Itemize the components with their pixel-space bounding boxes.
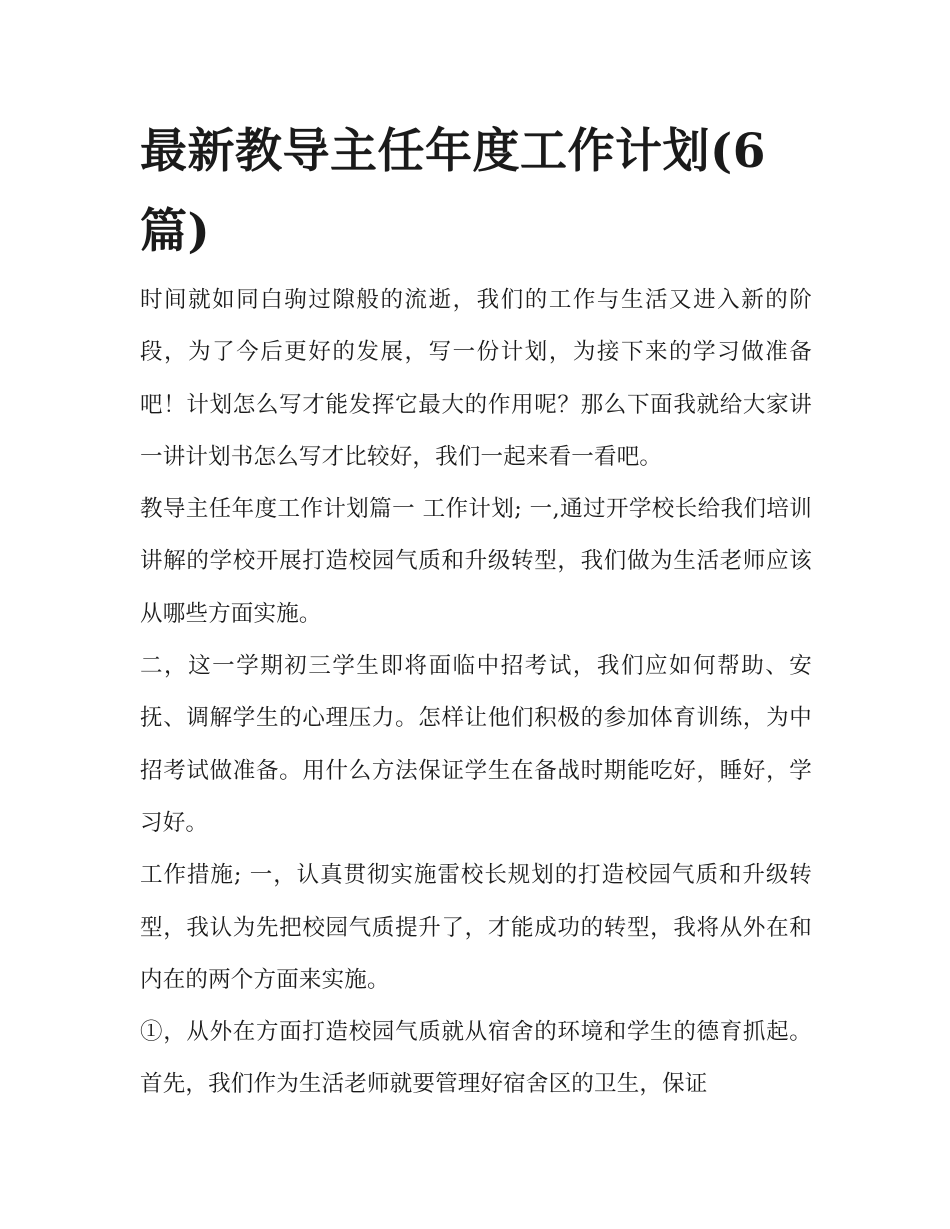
paragraph: 工作措施; 一，认真贯彻实施雷校长规划的打造校园气质和升级转型，我认为先把校园气质提升了，才能成功的转型，我将从外在和内在的两个方面来实施。 — [140, 862, 812, 993]
paragraph: 教导主任年度工作计划篇一 工作计划; 一,通过开学校长给我们培训讲解的学校开展打造校园气质和升级转型，我们做为生活老师应该从哪些方面实施。 — [140, 496, 812, 627]
paragraph: 二，这一学期初三学生即将面临中招考试，我们应如何帮助、安抚、调解学生的心理压力。怎样让他们积极的参加体育训练，为中招考试做准备。用什么方法保证学生在备战时期能吃好，睡好，学习好。 — [140, 653, 812, 836]
paragraph: ①，从外在方面打造校园气质就从宿舍的环境和学生的德育抓起。首先，我们作为生活老师就要管理好宿舍区的卫生，保证 — [140, 1019, 812, 1098]
document-title: 最新教导主任年度工作计划(6篇) — [140, 124, 766, 259]
paragraph: 时间就如同白驹过隙般的流逝，我们的工作与生活又进入新的阶段，为了今后更好的发展，写一份计划，为接下来的学习做准备吧！计划怎么写才能发挥它最大的作用呢？那么下面我就给大家讲一讲计划书怎么写才比较好，我们一起来看一看吧。 — [140, 287, 812, 470]
document-body — [140, 274, 812, 1111]
